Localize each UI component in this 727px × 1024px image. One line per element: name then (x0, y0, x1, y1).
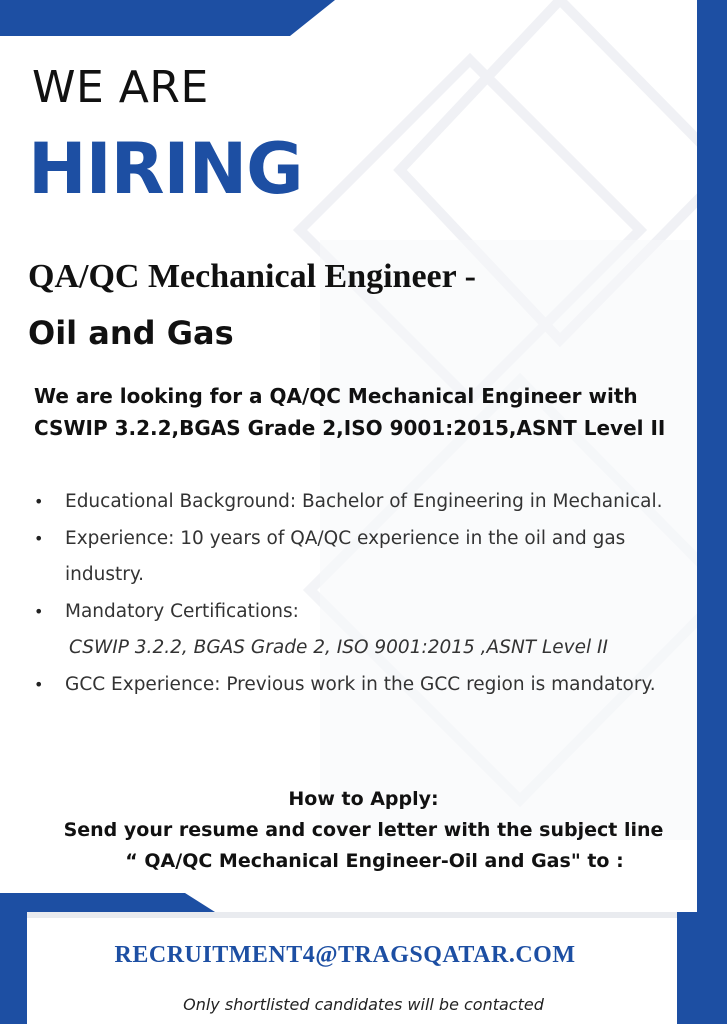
how-to-apply-section (0, 784, 727, 877)
list-item (34, 484, 694, 521)
job-title-line1: QA/QC Mechanical Engineer - (28, 258, 476, 295)
requirement-experience: Experience: 10 years of QA/QC experience in the oil and gas industry. (65, 527, 626, 585)
job-title-line2: Oil and Gas (28, 314, 234, 352)
top-blue-bar (0, 0, 335, 36)
requirement-gcc: GCC Experience: Previous work in the GCC region is mandatory. (65, 673, 656, 695)
apply-heading: How to Apply: (288, 788, 439, 810)
bullet-icon: • (34, 674, 44, 694)
headline-we-are: WE ARE (32, 62, 209, 113)
intro-text: We are looking for a QA/QC Mechanical Engineer with CSWIP 3.2.2,BGAS Grade 2,ISO 9001:2015,ASNT Level II (34, 384, 666, 440)
list-item (34, 667, 694, 704)
apply-instructions-line1: Send your resume and cover letter with the subject line (63, 819, 664, 841)
headline-hiring: HIRING (28, 128, 303, 210)
certifications-detail: CSWIP 3.2.2, BGAS Grade 2, ISO 9001:2015 ,ASNT Level II (69, 637, 608, 658)
list-item (34, 594, 694, 667)
shortlist-note: Only shortlisted candidates will be contacted (183, 995, 544, 1014)
contact-email[interactable]: RECRUITMENT4@TRAGSQATAR.COM (114, 942, 576, 968)
requirement-certifications: Mandatory Certifications: (65, 600, 299, 622)
apply-instructions-line2: “ QA/QC Mechanical Engineer-Oil and Gas" to : (125, 850, 624, 872)
bullet-icon: • (34, 528, 44, 548)
requirements-list (34, 484, 694, 703)
contact-card-shadow (27, 912, 677, 918)
bullet-icon: • (34, 601, 44, 621)
bullet-icon: • (34, 492, 44, 511)
requirement-education: Educational Background: Bachelor of Engineering in Mechanical. (65, 491, 663, 512)
list-item (34, 521, 694, 594)
